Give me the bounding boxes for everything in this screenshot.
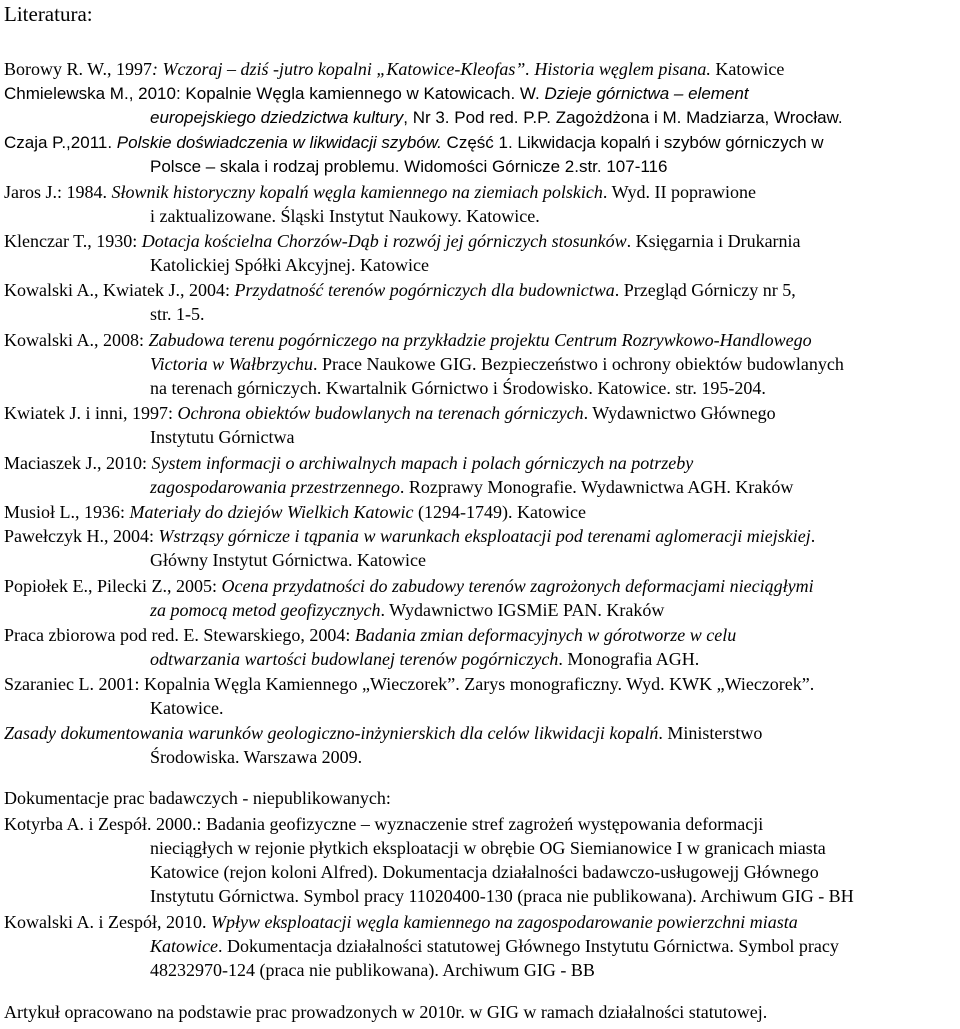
literature-entry <box>4 131 956 179</box>
literature-entry <box>4 229 956 277</box>
text: , Nr 3. Pod red. P.P. Zagożdżona i M. Madziarza, Wrocław. <box>403 107 843 127</box>
text: . Rozprawy Monografie. Wydawnictwa AGH. Kraków <box>399 476 794 497</box>
docs-entry-line <box>4 884 956 908</box>
text: . Wydawnictwo IGSMiE PAN. Kraków <box>380 599 665 620</box>
text: . <box>810 526 816 547</box>
italic-text: Wstrząsy górnicze i tąpania w warunkach eksploatacji pod terenami aglomeracji miejskiej <box>158 526 811 547</box>
italic-text: Wpływ eksploatacji węgla kamiennego na zagospodarowanie powierzchni miasta <box>211 912 798 933</box>
literature-entry-line <box>4 302 956 326</box>
docs-entry <box>4 910 956 982</box>
italic-text: Zabudowa terenu pogórniczego na przykładzie projektu Centrum Rozrywkowo-Handlowego <box>148 329 812 350</box>
text: Maciaszek J., 2010: <box>4 452 152 473</box>
text: Jaros J.: 1984. <box>4 182 112 202</box>
italic-text: Przydatność terenów pogórniczych dla budownictwa <box>234 280 615 301</box>
italic-text: Zasady dokumentowania warunków geologiczno-inżynierskich dla celów likwidacji kopalń <box>4 723 659 744</box>
text: Borowy R. W., 1997 <box>4 59 153 79</box>
docs-entry-line <box>4 836 956 860</box>
italic-text: Słownik historyczny kopalń węgla kamiennego na ziemiach polskich <box>111 182 603 202</box>
literature-entry-line <box>4 229 956 253</box>
text: Środowiska. Warszawa 2009. <box>150 747 363 768</box>
docs-entry <box>4 812 956 908</box>
literature-entry-line <box>4 500 956 524</box>
literature-entry <box>4 82 956 130</box>
literature-entry <box>4 278 956 326</box>
literature-entry-line <box>4 352 956 376</box>
text: Kotyrba A. i Zespół. 2000.: Badania geofizyczne – wyznaczenie stref zagrożeń występowania deformacji <box>4 814 764 834</box>
literature-entry-line <box>4 524 956 548</box>
text: Katowice <box>710 59 785 79</box>
literature-entry-line <box>4 106 956 130</box>
literature-entry-line <box>4 425 956 449</box>
text: Kowalski A., 2008: <box>4 329 149 350</box>
literature-entry-line <box>4 451 956 475</box>
italic-text: Victoria w Wałbrzychu <box>150 353 313 374</box>
text: . Przegląd Górniczy nr 5, <box>614 280 796 301</box>
literature-entry-line <box>4 672 956 696</box>
literature-entry-line <box>4 82 956 106</box>
literature-entry-line <box>4 180 956 204</box>
literature-entry <box>4 328 956 400</box>
docs-entry-line <box>4 934 956 958</box>
literature-entry-line <box>4 253 956 277</box>
literature-entry-line <box>4 623 956 647</box>
literature-entry-line <box>4 401 956 425</box>
footer-note: Artykuł opracowano na podstawie prac prowadzonych w 2010r. w GIG w ramach działalności statutowej. <box>4 1002 768 1022</box>
italic-text: zagospodarowania przestrzennego <box>150 476 400 497</box>
text: Chmielewska M., 2010: Kopalnie Węgla kamiennego w Katowicach. W. <box>4 83 545 103</box>
text: Katolickiej Spółki Akcyjnej. Katowice <box>150 255 429 276</box>
italic-text: Ocena przydatności do zabudowy terenów zagrożonych deformacjami nieciągłymi <box>221 575 814 596</box>
italic-text: za pomocą metod geofizycznych <box>150 599 381 620</box>
text: str. 1-5. <box>150 304 205 325</box>
italic-text: System informacji o archiwalnych mapach i polach górniczych na potrzeby <box>151 452 694 473</box>
literature-entry-line <box>4 745 956 769</box>
italic-text: Polskie doświadczenia w likwidacji szybów. <box>116 132 447 152</box>
literature-entry <box>4 180 956 228</box>
text: . Ministerstwo <box>658 723 763 744</box>
docs-entry-line <box>4 910 956 934</box>
literature-entry <box>4 623 956 671</box>
literature-entry-line <box>4 721 956 745</box>
literature-entry <box>4 451 956 499</box>
text: Popiołek E., Pilecki Z., 2005: <box>4 575 222 596</box>
text: Katowice. <box>150 698 224 718</box>
unpublished-docs-heading: Dokumentacje prac badawczych - niepublikowanych: <box>4 788 391 808</box>
literature-entry-line <box>4 57 956 81</box>
text: Pawełczyk H., 2004: <box>4 526 159 547</box>
italic-text: Materiały do dziejów Wielkich Katowic <box>129 501 414 522</box>
text: . Księgarnia i Drukarnia <box>626 231 801 252</box>
text: Główny Instytut Górnictwa. Katowice <box>150 550 426 571</box>
text: Szaraniec L. 2001: Kopalnia Węgla Kamiennego „Wieczorek”. Zarys monograficzny. Wyd. KWK „Wieczorek”. <box>4 674 815 694</box>
italic-text: Ochrona obiektów budowlanych na terenach górniczych <box>177 403 584 424</box>
italic-text: Dzieje górnictwa – element <box>544 83 749 103</box>
text: 48232970-124 (praca nie publikowana). Archiwum GIG - BB <box>150 960 595 981</box>
italic-text: europejskiego dziedzictwa kultury <box>150 107 404 127</box>
text: . Wydawnictwo Głównego <box>583 403 776 424</box>
literature-entry-line <box>4 278 956 302</box>
text: Klenczar T., 1930: <box>4 231 142 252</box>
literature-entry-line <box>4 155 956 179</box>
literature-entry-line <box>4 696 956 720</box>
literature-entry-line <box>4 574 956 598</box>
literature-entry-line <box>4 131 956 155</box>
docs-entry-line <box>4 860 956 884</box>
text: Praca zbiorowa pod red. E. Stewarskiego, 2004: <box>4 624 355 645</box>
text: Kowalski A. i Zespół, 2010. <box>4 912 211 933</box>
italic-text: Dotacja kościelna Chorzów-Dąb i rozwój jej górniczych stosunków <box>141 231 627 252</box>
text: Polsce – skala i rodzaj problemu. Widomości Górnicze 2.str. 107-116 <box>150 156 668 176</box>
text: (1294-1749). Katowice <box>413 501 586 522</box>
literature-entry <box>4 721 956 769</box>
text: . Dokumentacja działalności statutowej Głównego Instytutu Górnictwa. Symbol pracy <box>218 936 839 957</box>
literature-entry-line <box>4 475 956 499</box>
text: i zaktualizowane. Śląski Instytut Naukowy. Katowice. <box>150 206 540 226</box>
text: . Wyd. II poprawione <box>602 182 756 202</box>
literature-entry <box>4 574 956 622</box>
literature-entry-line <box>4 548 956 572</box>
italic-text: Badania zmian deformacyjnych w górotworze w celu <box>354 624 737 645</box>
text: nieciągłych w rejonie płytkich eksploatacji w obrębie OG Siemianowice I w granicach miasta <box>150 838 826 858</box>
literature-entry <box>4 672 956 720</box>
literature-entry-line <box>4 204 956 228</box>
text: na terenach górniczych. Kwartalnik Górnictwo i Środowisko. Katowice. str. 195-204. <box>150 377 766 398</box>
literature-entry <box>4 401 956 449</box>
text: Część 1. Likwidacja kopalń i szybów górniczych w <box>446 132 824 152</box>
text: Musioł L., 1936: <box>4 501 130 522</box>
literature-entry-line <box>4 647 956 671</box>
literature-entry <box>4 524 956 572</box>
literature-entry-line <box>4 598 956 622</box>
docs-entry-line <box>4 812 956 836</box>
text: . Monografia AGH. <box>558 648 700 669</box>
literature-entry <box>4 500 956 524</box>
docs-entry-line <box>4 958 956 982</box>
text: Czaja P.,2011. <box>4 132 117 152</box>
text: Instytutu Górnictwa. Symbol pracy 11020400-130 (praca nie publikowana). Archiwum GIG - BH <box>150 886 854 906</box>
literature-entry-line <box>4 328 956 352</box>
text: Kwiatek J. i inni, 1997: <box>4 403 178 424</box>
text: . Prace Naukowe GIG. Bezpieczeństwo i ochrony obiektów budowlanych <box>313 353 844 374</box>
literature-entry <box>4 57 956 81</box>
text: Katowice (rejon koloni Alfred). Dokumentacja działalności badawczo-usługowejj Głównego <box>150 862 819 882</box>
italic-text: Katowice <box>150 936 218 957</box>
italic-text: odtwarzania wartości budowlanej terenów pogórniczych <box>150 648 559 669</box>
italic-text: : Wczoraj – dziś -jutro kopalni „Katowice-Kleofas”. Historia węglem pisana. <box>152 59 711 79</box>
literature-heading: Literatura: <box>4 2 93 26</box>
text: Instytutu Górnictwa <box>150 427 295 448</box>
literature-entry-line <box>4 376 956 400</box>
text: Kowalski A., Kwiatek J., 2004: <box>4 280 235 301</box>
